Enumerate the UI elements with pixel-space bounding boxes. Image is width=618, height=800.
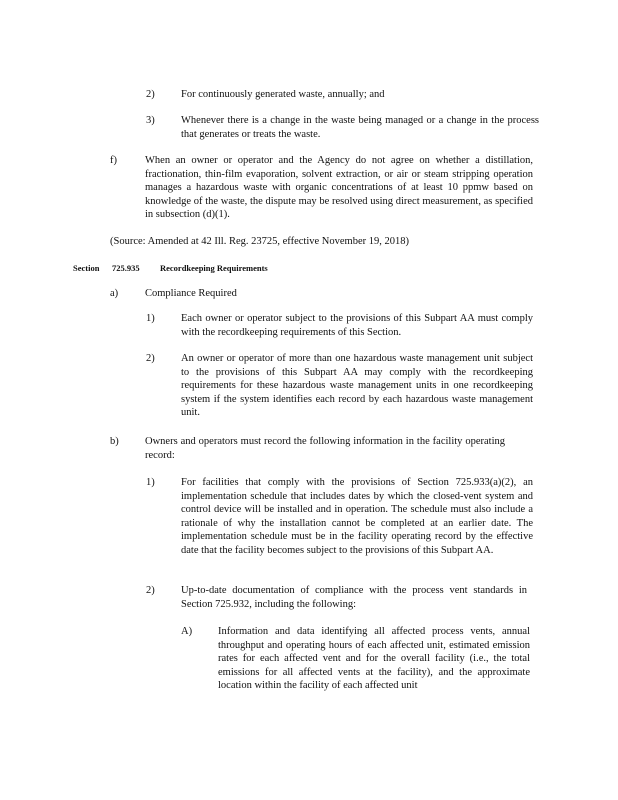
paragraph-text: Owners and operators must record the following information in the facility operating record: bbox=[145, 436, 505, 461]
list-item-text: For continuously generated waste, annually; and bbox=[181, 89, 385, 100]
section-number: 725.935 bbox=[112, 263, 140, 273]
item-number: A) bbox=[181, 626, 193, 637]
section-title: Recordkeeping Requirements bbox=[160, 263, 268, 273]
list-item-text: Up-to-date documentation of compliance with the process vent standards in Section 725.932, including the following: bbox=[181, 585, 527, 610]
item-number: 3) bbox=[146, 115, 155, 126]
subsection-title: Compliance Required bbox=[145, 288, 237, 299]
item-number: 2) bbox=[146, 585, 155, 596]
item-number: f) bbox=[110, 155, 117, 166]
list-item-text: Information and data identifying all affected process vents, annual throughput and operating hours of each affected unit, estimated emission rates for each affected vent and for the overall facility (i.e., the total emissions for all affected vents at the facility), and the approximate location within the facility of each affected unit bbox=[218, 626, 530, 691]
source-note: (Source: Amended at 42 Ill. Reg. 23725, effective November 19, 2018) bbox=[110, 236, 409, 247]
item-number: 2) bbox=[146, 353, 155, 364]
list-item-text: An owner or operator of more than one hazardous waste management unit subject to the provisions of this Subpart AA may comply with the recordkeeping requirements for these hazardous waste management units in one recordkeeping system if the system identifies each record by each hazardous waste management unit. bbox=[181, 353, 533, 418]
list-item-text: Whenever there is a change in the waste being managed or a change in the process that generates or treats the waste. bbox=[181, 115, 539, 140]
section-label: Section bbox=[73, 263, 100, 273]
item-number: a) bbox=[110, 288, 119, 299]
list-item-text: Each owner or operator subject to the provisions of this Subpart AA must comply with the recordkeeping requirements of this Section. bbox=[181, 313, 533, 338]
paragraph-text: When an owner or operator and the Agency do not agree on whether a distillation, fractionation, thin-film evaporation, solvent extraction, or air or steam stripping operation manages a hazardous waste with organic concentrations of at least 10 ppmw based on knowledge of the waste, the dispute may be resolved using direct measurement, as specified in subsection (d)(1). bbox=[145, 155, 533, 220]
item-number: 1) bbox=[146, 313, 155, 324]
item-number: b) bbox=[110, 436, 119, 447]
item-number: 2) bbox=[146, 89, 155, 100]
item-number: 1) bbox=[146, 477, 155, 488]
list-item-text: For facilities that comply with the provisions of Section 725.933(a)(2), an implementation schedule that includes dates by which the closed-vent system and control device will be installed and in operation. The schedule must also include a rationale of why the installation cannot be completed at an earlier date. The implementation schedule must be in the facility operating record by the effective date that the facility becomes subject to the provisions of this Subpart AA. bbox=[181, 477, 533, 556]
